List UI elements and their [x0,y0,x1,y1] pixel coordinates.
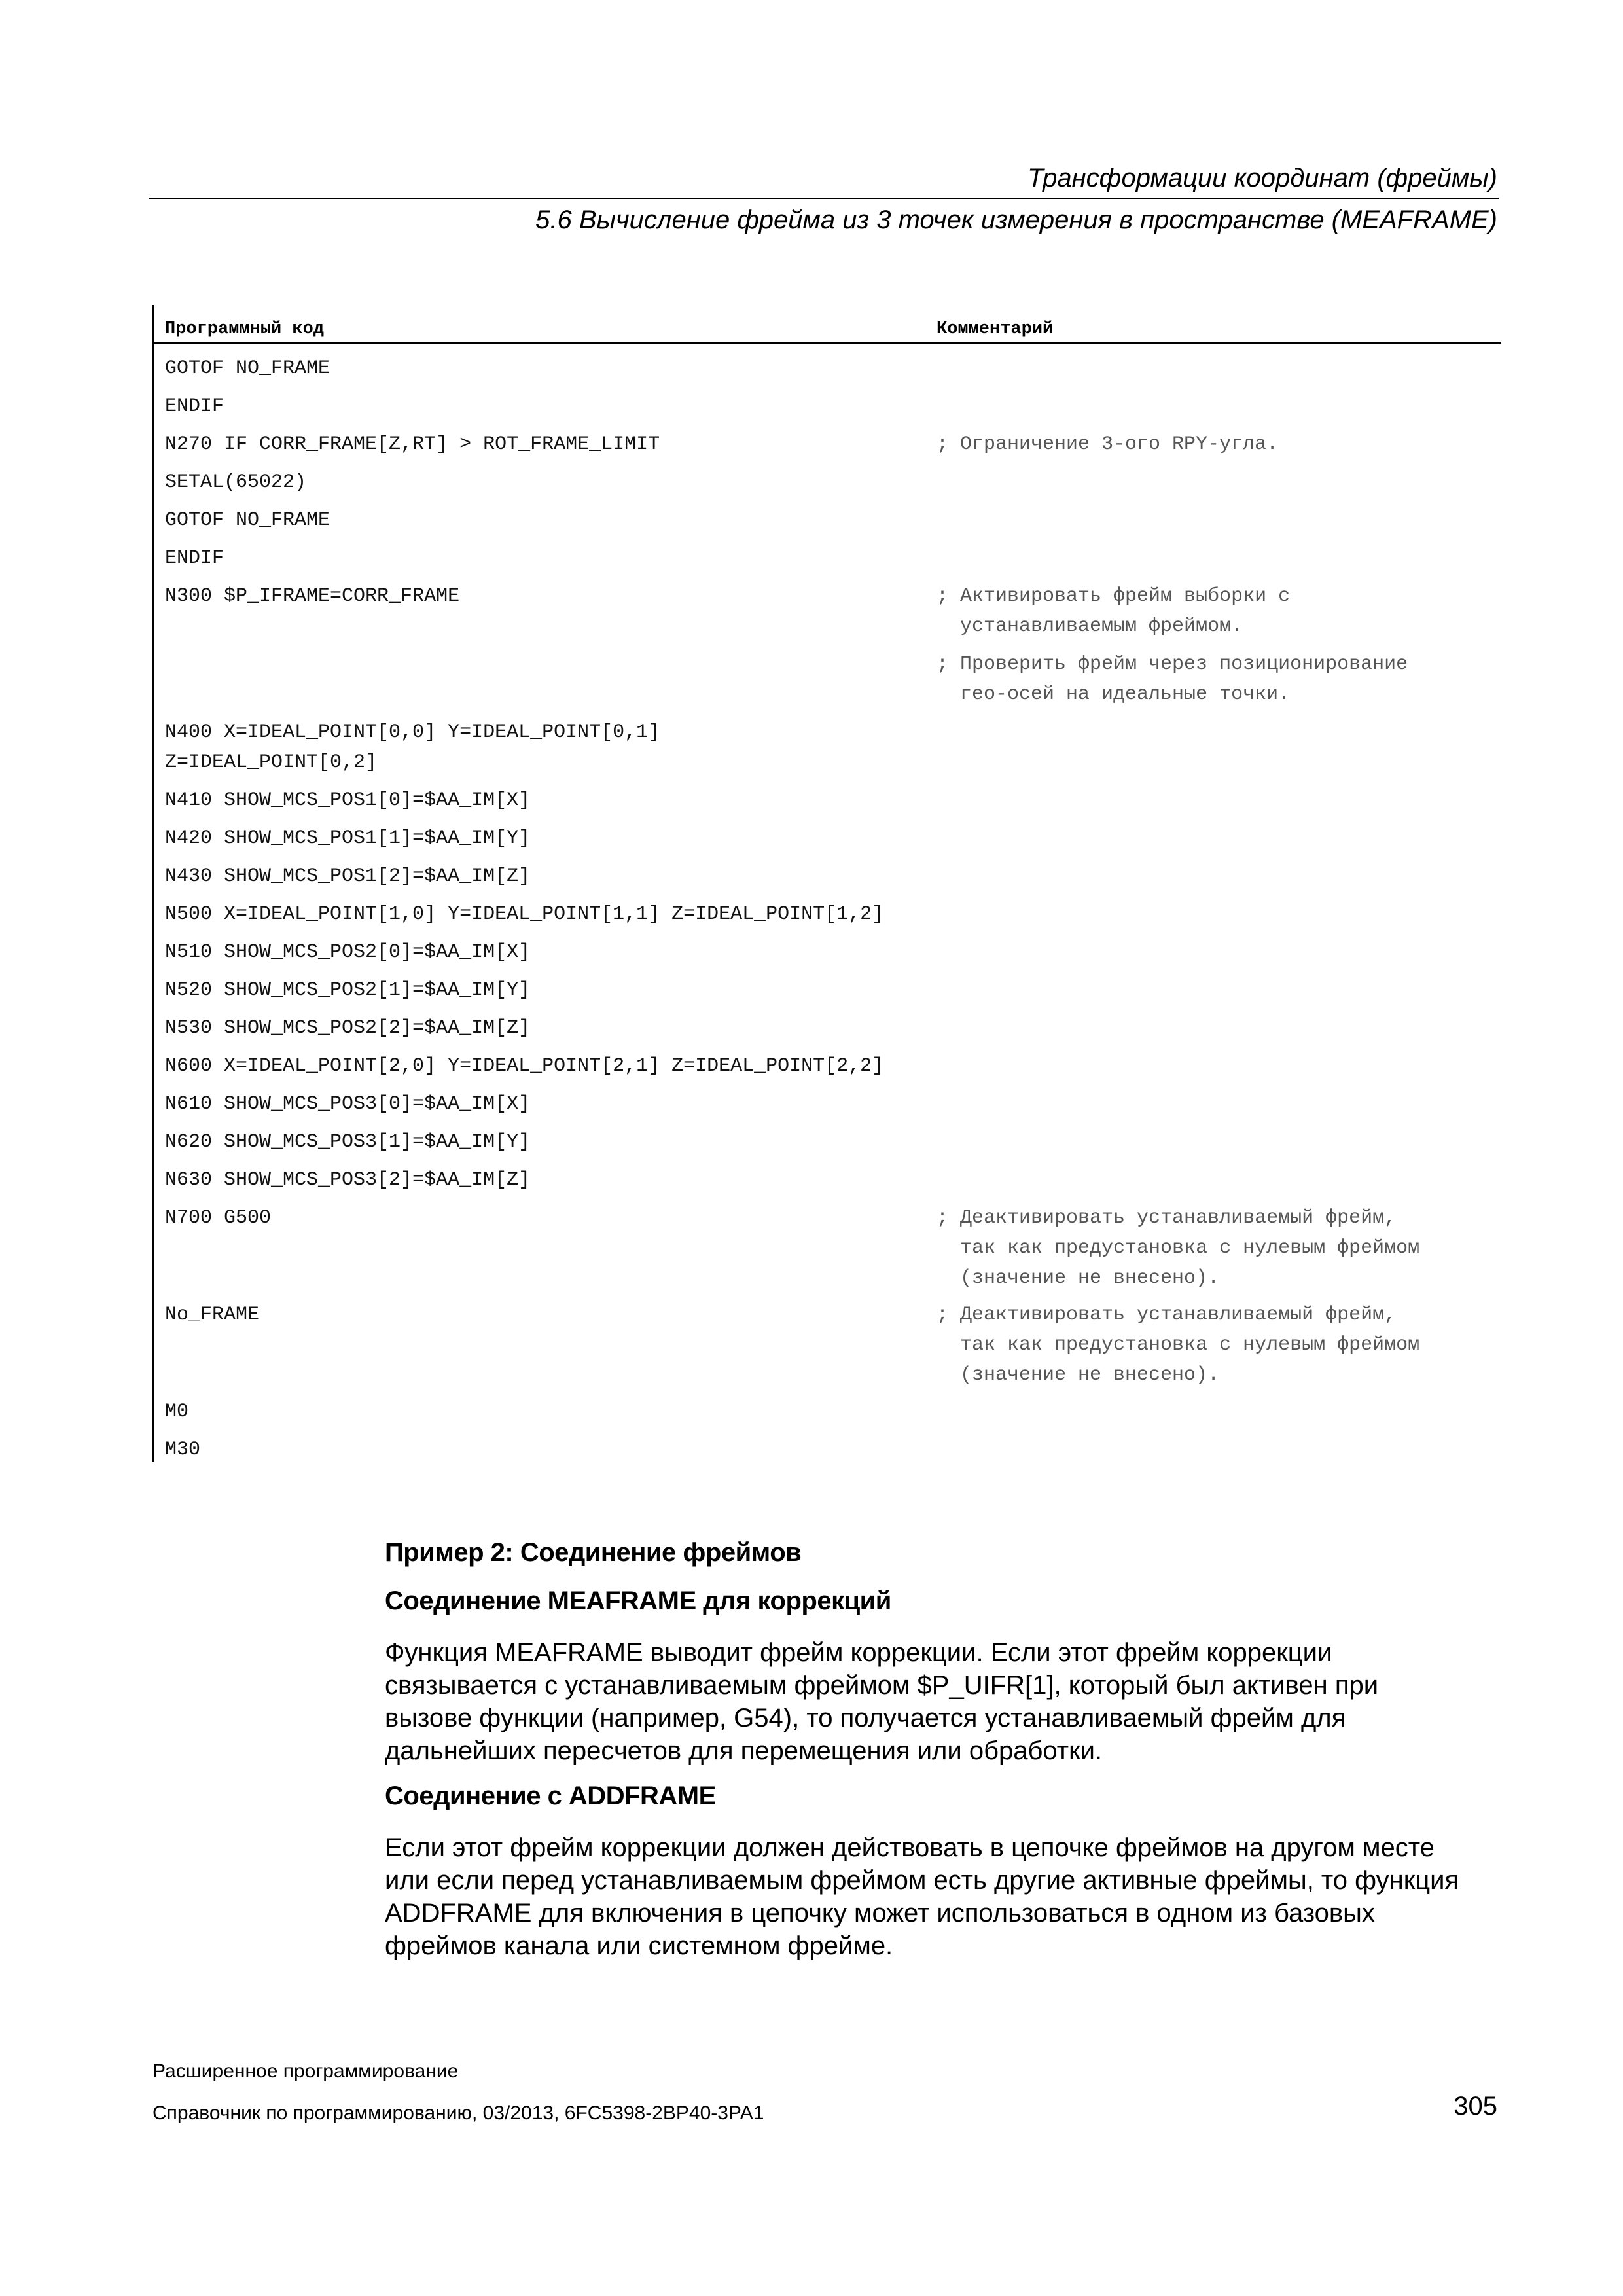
code-cell: N630 SHOW_MCS_POS3[2]=$AA_IM[Z] [165,1169,531,1191]
footer-reference: Справочник по программированию, 03/2013, 6FC5398-2BP40-3PA1 [152,2102,764,2124]
column-header-comment: Комментарий [936,319,1054,339]
footer-book-title: Расширенное программирование [152,2060,459,2082]
comment-cell: ; Активировать фрейм выборки с устанавливаемым фреймом. [936,585,1291,637]
code-cell: ENDIF [165,395,224,418]
code-cell: N510 SHOW_MCS_POS2[0]=$AA_IM[X] [165,941,531,963]
paragraph-addframe: Если этот фрейм коррекции должен действовать в цепочке фреймов на другом месте или если перед устанавливаемым фреймом есть другие активные фреймы, то функция ADDFRAME для включения в цепочку может использоваться в одном из базовых фреймов канала или системном фрейме. [385,1833,1459,1960]
code-cell: N400 X=IDEAL_POINT[0,0] Y=IDEAL_POINT[0,1] Z=IDEAL_POINT[0,2] [165,721,660,774]
code-cell: N520 SHOW_MCS_POS2[1]=$AA_IM[Y] [165,979,531,1001]
page-header-title: Трансформации координат (фреймы) [1027,164,1497,192]
code-cell: GOTOF NO_FRAME [165,357,330,380]
code-cell: N270 IF CORR_FRAME[Z,RT] > ROT_FRAME_LIMIT [165,433,660,456]
code-cell: M30 [165,1439,201,1461]
code-cell: N420 SHOW_MCS_POS1[1]=$AA_IM[Y] [165,827,531,850]
code-cell: N610 SHOW_MCS_POS3[0]=$AA_IM[X] [165,1093,531,1115]
code-cell: N300 $P_IFRAME=CORR_FRAME [165,585,460,607]
code-cell: N410 SHOW_MCS_POS1[0]=$AA_IM[X] [165,789,531,812]
comment-cell: ; Деактивировать устанавливаемый фрейм, так как предустановка с нулевым фреймом (значение не внесено). [936,1207,1420,1289]
code-cell: SETAL(65022) [165,471,307,493]
code-cell: GOTOF NO_FRAME [165,509,330,531]
section-heading-addframe: Соединение с ADDFRAME [385,1782,716,1810]
header-rule [149,198,1499,199]
code-cell: N500 X=IDEAL_POINT[1,0] Y=IDEAL_POINT[1,1] Z=IDEAL_POINT[1,2] [165,903,884,925]
code-cell: N430 SHOW_MCS_POS1[2]=$AA_IM[Z] [165,865,531,888]
comment-cell: ; Деактивировать устанавливаемый фрейм, так как предустановка с нулевым фреймом (значение не внесено). [936,1304,1420,1386]
example-heading: Пример 2: Соединение фреймов [385,1538,802,1567]
code-cell: M0 [165,1401,189,1423]
page-number: 305 [1454,2092,1497,2121]
code-table-header [154,305,1501,344]
code-cell: N620 SHOW_MCS_POS3[1]=$AA_IM[Y] [165,1131,531,1153]
code-cell: No_FRAME [165,1304,260,1326]
code-cell: N530 SHOW_MCS_POS2[2]=$AA_IM[Z] [165,1017,531,1039]
code-table [152,305,1501,1462]
code-cell: ENDIF [165,547,224,569]
column-header-code: Программный код [165,319,325,339]
comment-cell: ; Проверить фрейм через позиционирование гео-осей на идеальные точки. [936,653,1408,706]
section-heading-meaframe: Соединение MEAFRAME для коррекций [385,1587,891,1615]
paragraph-meaframe: Функция MEAFRAME выводит фрейм коррекции. Если этот фрейм коррекции связывается с устанавливаемым фреймом $P_UIFR[1], который был активен при вызове функции (например, G54), то получается устанавливаемый фрейм для дальнейших пересчетов для перемещения или обработки. [385,1638,1379,1765]
page-header-subtitle: 5.6 Вычисление фрейма из 3 точек измерения в пространстве (MEAFRAME) [535,206,1497,234]
comment-cell: ; Ограничение 3-ого RPY-угла. [936,433,1279,456]
code-cell: N600 X=IDEAL_POINT[2,0] Y=IDEAL_POINT[2,1] Z=IDEAL_POINT[2,2] [165,1055,884,1077]
code-cell: N700 G500 [165,1207,272,1229]
